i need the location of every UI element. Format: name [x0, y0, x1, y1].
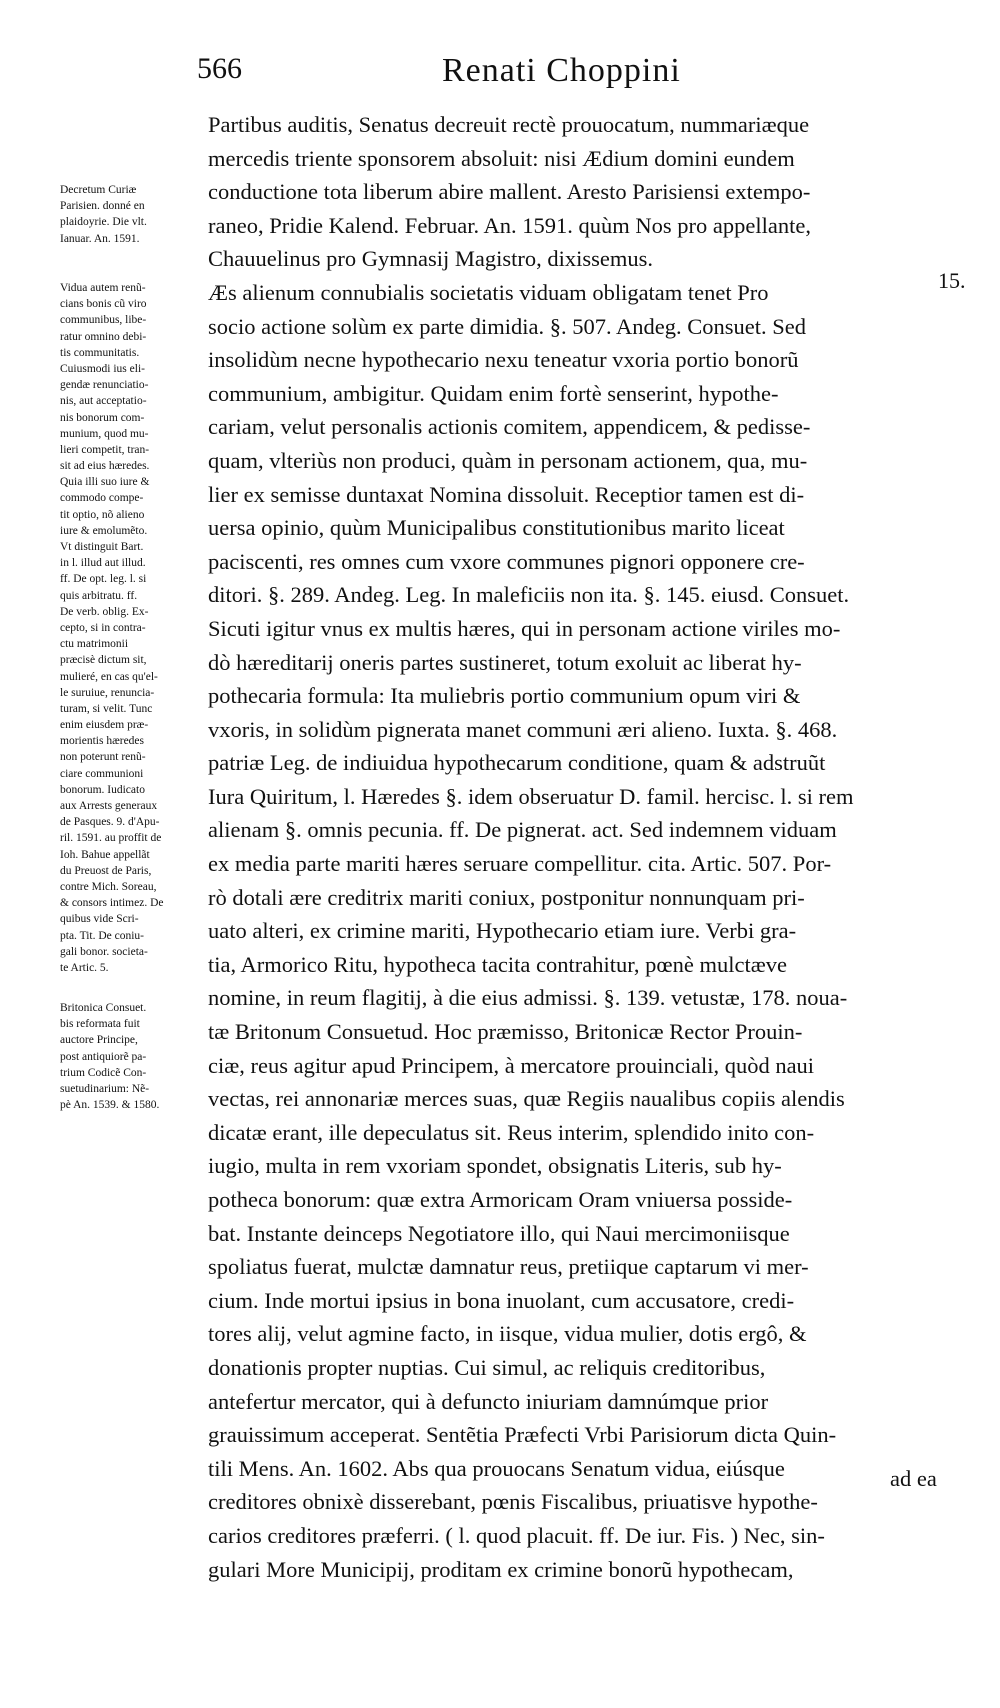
margin-note-line: aux Arrests generaux — [60, 800, 158, 812]
text-line: Iura Quiritum, l. Hæredes §. idem obseruatur D. famil. hercisc. l. si rem — [208, 783, 854, 809]
margin-note-line: turam, si velit. Tunc — [60, 702, 153, 715]
text-line: tili Mens. An. 1602. Abs qua prouocans Senatum vidua, eiúsque — [208, 1455, 785, 1481]
text-line: antefertur mercator, qui à defuncto iniuriam damnúmque prior — [208, 1388, 769, 1414]
margin-note-decree — [60, 182, 195, 247]
text-line: vectas, rei annonariæ merces suas, quæ Regiis naualibus copiis alendis — [208, 1086, 845, 1112]
page-header — [0, 52, 1000, 112]
text-line: Chauuelinus pro Gymnasij Magistro, dixissemus. — [208, 246, 653, 272]
text-line: spoliatus fuerat, mulctæ damnatur reus, pretiique captarum vi mer- — [208, 1254, 809, 1280]
text-line: ex media parte mariti hæres seruare compellitur. cita. Artic. 507. Por- — [208, 851, 832, 877]
text-line: nomine, in reum flagitij, à die eius admissi. §. 139. vetustæ, 178. noua- — [208, 985, 848, 1011]
text-line: Partibus auditis, Senatus decreuit rectè prouocatum, nummariæque — [208, 112, 810, 137]
text-line: socio actione solùm ex parte dimidia. §. 507. Andeg. Consuet. Sed — [208, 313, 807, 339]
margin-note-line: in l. illud aut illud. — [60, 557, 146, 570]
margin-note-line: quis arbitratu. ff. — [60, 589, 138, 602]
marginal-section-number: 15. — [938, 268, 966, 293]
text-line: quam, vlteriùs non produci, quàm in personam actionem, qua, mu- — [208, 447, 808, 473]
margin-note-line: enim eiusdem præ- — [60, 719, 149, 732]
margin-note-line: tis communitatis. — [60, 346, 140, 359]
text-line: insolidùm necne hypothecario nexu teneatur vxoria portio bonorũ — [208, 347, 799, 373]
margin-note-line: sit ad eius hæredes. — [60, 460, 150, 473]
text-line: ditori. §. 289. Andeg. Leg. In maleficiis non ita. §. 145. eiusd. Consuet. — [208, 582, 850, 608]
margin-note-line: Decretum Curiæ — [60, 184, 137, 196]
text-line: uato alteri, ex crimine mariti, Hypothecario etiam iure. Verbi gra- — [208, 918, 797, 944]
margin-note-line: præcisè dictum sit, — [60, 654, 147, 667]
margin-note-line: Cuiusmodi ius eli- — [60, 362, 145, 375]
text-line: Æs alienum connubialis societatis viduam obligatam tenet Pro — [208, 279, 769, 305]
text-line: rò dotali ære creditrix mariti coniux, postponitur nonnunquam pri- — [208, 884, 805, 910]
margin-note-line: le suruiue, renuncia- — [60, 686, 155, 699]
margin-note-line: Vt distinguit Bart. — [60, 541, 144, 553]
margin-note-britonica — [60, 1000, 195, 1113]
text-line: Sicuti igitur vnus ex multis hæres, qui in personam actione viriles mo- — [208, 615, 841, 641]
margin-note-line: Ianuar. An. 1591. — [60, 232, 140, 245]
margin-note-line: contre Mich. Soreau, — [60, 880, 157, 893]
margin-note-line: ciare communioni — [60, 767, 144, 780]
text-line: alienam §. omnis pecunia. ff. De pignerat. act. Sed indemnem viduam — [208, 817, 837, 843]
text-line: cium. Inde mortui ipsius in bona inuolant, cum accusatore, credi- — [208, 1287, 795, 1313]
margin-note-line: gali bonor. societa- — [60, 945, 148, 958]
text-line: conductione tota liberum abire mallent. Aresto Parisiensi extempo- — [208, 179, 811, 205]
margin-note-line: De verb. oblig. Ex- — [60, 605, 149, 618]
margin-note-line: quibus vide Scri- — [60, 913, 139, 926]
margin-note-line: commodo compe- — [60, 492, 144, 505]
text-line: tia, Armorico Ritu, hypotheca tacita contrahitur, pœnè mulctæve — [208, 951, 787, 977]
text-line: tores alij, velut agmine facto, in iisque, vidua mulier, dotis ergô, & — [208, 1321, 807, 1347]
margin-note-line: gendæ renunciatio- — [60, 379, 149, 392]
margin-note-line: communibus, libe- — [60, 314, 147, 327]
margin-note-line: te Artic. 5. — [60, 961, 109, 974]
catchword: ad ea — [890, 1466, 937, 1491]
text-line: gulari More Municipij, proditam ex crimine bonorũ hypothecam, — [208, 1556, 794, 1582]
text-line: raneo, Pridie Kalend. Februar. An. 1591. quùm Nos pro appellante, — [208, 212, 811, 238]
margin-note-line: du Preuost de Paris, — [60, 864, 152, 877]
margin-note-line: morientis hæredes — [60, 735, 144, 748]
margin-note-line: nis bonorum com- — [60, 411, 145, 424]
text-line: pothecaria formula: Ita muliebris portio communium opum viri & — [208, 683, 801, 709]
text-line: dò hæreditarij oneris partes sustineret, totum exoluit ac liberat hy- — [208, 649, 802, 675]
page-number: 566 — [197, 52, 242, 85]
margin-note-line: lieri competit, tran- — [60, 443, 150, 456]
text-line: patriæ Leg. de indiuidua hypothecarum conditione, quam & adstruũt — [208, 750, 826, 776]
text-line: paciscenti, res omnes cum vxore communes pignori opponere cre- — [208, 548, 805, 574]
margin-note-line: Vidua autem renũ- — [60, 282, 146, 294]
main-text-block — [208, 108, 953, 1586]
margin-note-line: bonorum. Iudicato — [60, 783, 145, 796]
margin-note-line: Parisien. donné en — [60, 200, 145, 213]
margin-note-line: cepto, si in contra- — [60, 621, 146, 634]
margin-note-line: iure & emolumẽto. — [60, 524, 148, 537]
text-line: cariam, velut personalis actionis comitem, appendicem, & pedisse- — [208, 414, 811, 440]
margin-note-line: Quia illi suo iure & — [60, 476, 150, 489]
margin-note-line: nis, aut acceptatio- — [60, 395, 147, 408]
margin-note-line: plaidoyrie. Die vlt. — [60, 216, 147, 229]
margin-note-line: post antiquiorẽ pa- — [60, 1050, 147, 1063]
margin-note-line: trium Codicẽ Con- — [60, 1066, 147, 1079]
text-line: donationis propter nuptias. Cui simul, ac reliquis creditoribus, — [208, 1354, 766, 1380]
margin-note-line: mulieré, en cas qu'el- — [60, 670, 158, 683]
margin-note-line: cians bonis cũ viro — [60, 298, 147, 311]
text-line: tæ Britonum Consuetud. Hoc præmisso, Britonicæ Rector Prouin- — [208, 1019, 803, 1045]
text-line: iugio, multa in rem vxoriam spondet, obsignatis Literis, sub hy- — [208, 1153, 782, 1179]
margin-note-line: Ioh. Bahue appellãt — [60, 848, 150, 861]
text-line: potheca bonorum: quæ extra Armoricam Oram vniuersa posside- — [208, 1187, 793, 1212]
margin-note-line: de Pasques. 9. d'Apu- — [60, 816, 160, 829]
text-line: communium, ambigitur. Quidam enim fortè senserint, hypothe- — [208, 380, 779, 406]
margin-note-line: pè An. 1539. & 1580. — [60, 1099, 160, 1112]
margin-note-line: non poterunt renũ- — [60, 751, 146, 764]
margin-note-line: ratur omnino debi- — [60, 330, 147, 343]
margin-note-widow — [60, 280, 195, 976]
margin-note-line: ril. 1591. au proffit de — [60, 832, 162, 845]
text-line: bat. Instante deinceps Negotiatore illo, qui Naui mercimoniisque — [208, 1220, 790, 1246]
margin-note-line: ctu matrimonii — [60, 638, 129, 651]
text-line: carios creditores præferri. ( l. quod placuit. ff. De iur. Fis. ) Nec, sin- — [208, 1522, 825, 1548]
text-line: uersa opinio, quùm Municipalibus constitutionibus marito liceat — [208, 515, 785, 541]
margin-note-line: auctore Principe, — [60, 1034, 138, 1047]
margin-note-line: suetudinarium: Nẽ- — [60, 1082, 150, 1095]
margin-note-line: pta. Tit. De coniu- — [60, 929, 145, 942]
text-line: creditores obnixè disserebant, pœnis Fiscalibus, priuatisve hypothe- — [208, 1489, 818, 1515]
margin-note-line: Britonica Consuet. — [60, 1002, 147, 1014]
margin-note-line: tit optio, nõ alieno — [60, 508, 145, 521]
text-line: ciæ, reus agitur apud Principem, à mercatore prouinciali, quòd naui — [208, 1052, 815, 1078]
margin-note-line: & consors intimez. De — [60, 897, 164, 910]
margin-note-line: bis reformata fuit — [60, 1018, 140, 1031]
text-line: dicatæ erant, ille depeculatus sit. Reus interim, splendido inito con- — [208, 1119, 815, 1145]
running-title: Renati Choppini — [442, 52, 681, 89]
text-line: grauissimum acceperat. Sentẽtia Præfecti Vrbi Parisiorum dicta Quin- — [208, 1422, 837, 1448]
text-line: lier ex semisse duntaxat Nomina dissoluit. Receptior tamen est di- — [208, 481, 805, 507]
margin-note-line: ff. De opt. leg. l. si — [60, 573, 147, 586]
text-line: mercedis triente sponsorem absoluit: nisi Ædium domini eundem — [208, 145, 795, 171]
margin-note-line: munium, quod mu- — [60, 427, 149, 440]
text-line: vxoris, in solidùm pignerata manet communi æri alieno. Iuxta. §. 468. — [208, 716, 838, 742]
